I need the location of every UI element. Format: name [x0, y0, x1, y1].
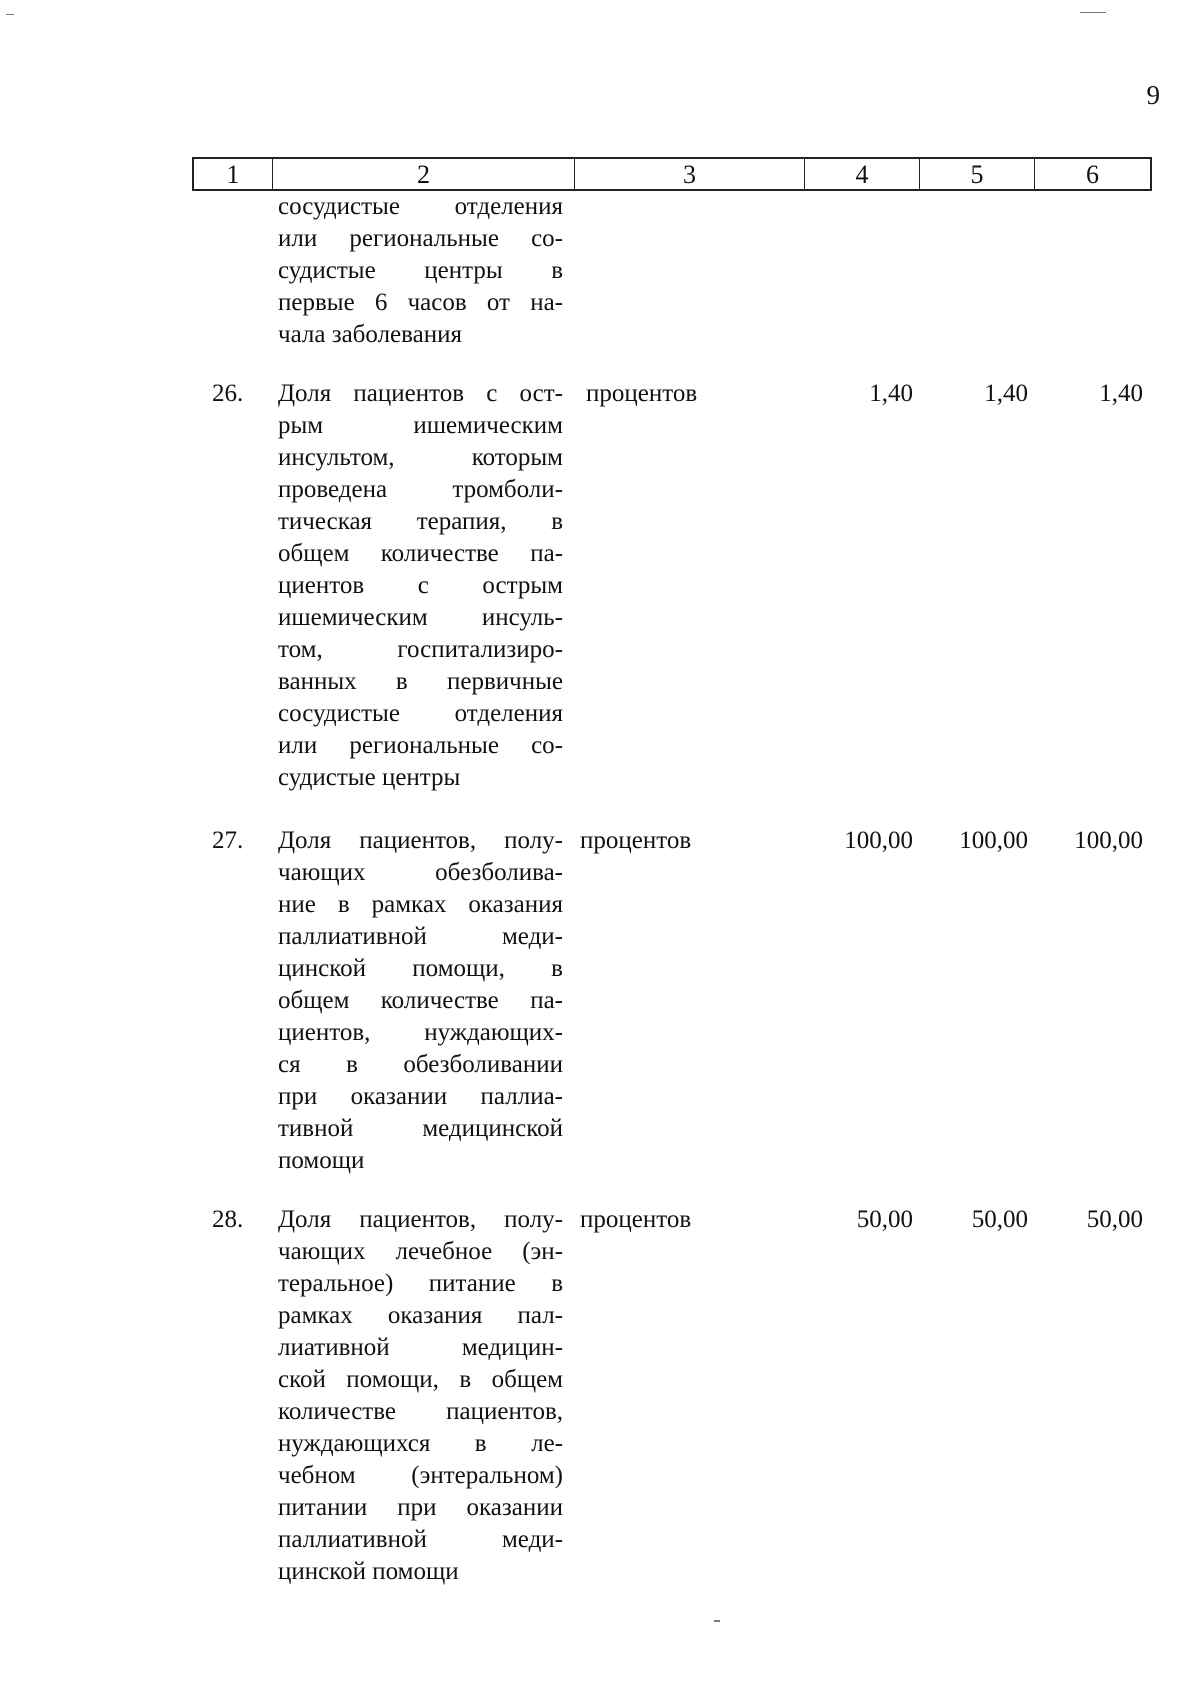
row-value-28-col6: 50,00	[1086, 1206, 1143, 1233]
text-line: судистые центры в	[278, 257, 563, 284]
scan-artifact	[6, 14, 14, 15]
text-line: цинской помощи	[278, 1558, 459, 1585]
text-line: чебном (энтеральном)	[278, 1462, 563, 1489]
page-number: 9	[1146, 80, 1160, 110]
text-line: паллиативной меди-	[278, 1526, 563, 1553]
row-value-26-col4: 1,40	[869, 380, 913, 407]
text-line: рым ишемическим	[278, 412, 563, 439]
scan-artifact	[714, 1620, 720, 1622]
text-line: лиативной медицин-	[278, 1334, 563, 1361]
text-line: теральное) питание в	[278, 1270, 563, 1297]
row-description-27	[278, 825, 563, 1177]
text-line: общем количестве па-	[278, 540, 563, 567]
text-line: чала заболевания	[278, 321, 462, 348]
text-line: чающих обезболива-	[278, 859, 563, 886]
row-value-27-col6: 100,00	[1074, 827, 1143, 854]
row-number-27: 27.	[212, 827, 244, 854]
text-line: ской помощи, в общем	[278, 1366, 563, 1393]
text-line: сосудистые отделения	[278, 700, 563, 727]
text-line: том, госпитализиро-	[278, 636, 563, 663]
text-line: цинской помощи, в	[278, 955, 563, 982]
text-line: количестве пациентов,	[278, 1398, 563, 1425]
row-value-27-col5: 100,00	[959, 827, 1028, 854]
column-header-5: 5	[920, 159, 1035, 189]
text-line: циентов, нуждающих-	[278, 1019, 563, 1046]
row-value-28-col5: 50,00	[971, 1206, 1028, 1233]
text-line: ванных в первичные	[278, 668, 563, 695]
row-value-26-col5: 1,40	[984, 380, 1028, 407]
text-line: первые 6 часов от на-	[278, 289, 563, 316]
text-line: общем количестве па-	[278, 987, 563, 1014]
text-line: ние в рамках оказания	[278, 891, 563, 918]
text-line: тивной медицинской	[278, 1115, 563, 1142]
text-line: ся в обезболивании	[278, 1051, 563, 1078]
text-line: рамках оказания пал-	[278, 1302, 563, 1329]
text-line: тическая терапия, в	[278, 508, 563, 535]
text-line: судистые центры	[278, 764, 461, 791]
table-header-row	[192, 157, 1152, 191]
row-value-26-col6: 1,40	[1099, 380, 1143, 407]
text-line: питании при оказании	[278, 1494, 563, 1521]
text-line: Доля пациентов, полу-	[278, 827, 563, 854]
scan-artifact	[1080, 12, 1106, 13]
text-line: сосудистые отделения	[278, 193, 563, 220]
row-value-27-col4: 100,00	[844, 827, 913, 854]
text-line: Доля пациентов, полу-	[278, 1206, 563, 1233]
row-unit-28: процентов	[580, 1206, 692, 1233]
text-line: паллиативной меди-	[278, 923, 563, 950]
column-header-4: 4	[805, 159, 920, 189]
text-line: помощи	[278, 1147, 365, 1174]
text-line: Доля пациентов с ост-	[278, 380, 563, 407]
column-header-3: 3	[575, 159, 805, 189]
column-header-2: 2	[273, 159, 575, 189]
row-number-26: 26.	[212, 380, 244, 407]
text-line: или региональные со-	[278, 225, 563, 252]
row-description-26	[278, 378, 563, 794]
row-number-28: 28.	[212, 1206, 244, 1233]
text-line: или региональные со-	[278, 732, 563, 759]
text-line: проведена тромболи-	[278, 476, 563, 503]
text-line: циентов с острым	[278, 572, 563, 599]
column-header-6: 6	[1086, 160, 1099, 189]
row-value-28-col4: 50,00	[856, 1206, 913, 1233]
row-unit-26: процентов	[586, 380, 698, 407]
column-header-1: 1	[194, 159, 273, 189]
continuation-text	[278, 191, 563, 351]
text-line: ишемическим инсуль-	[278, 604, 563, 631]
row-unit-27: процентов	[580, 827, 692, 854]
text-line: чающих лечебное (эн-	[278, 1238, 563, 1265]
row-description-28	[278, 1204, 563, 1588]
text-line: инсультом, которым	[278, 444, 563, 471]
text-line: нуждающихся в ле-	[278, 1430, 563, 1457]
text-line: при оказании паллиа-	[278, 1083, 563, 1110]
